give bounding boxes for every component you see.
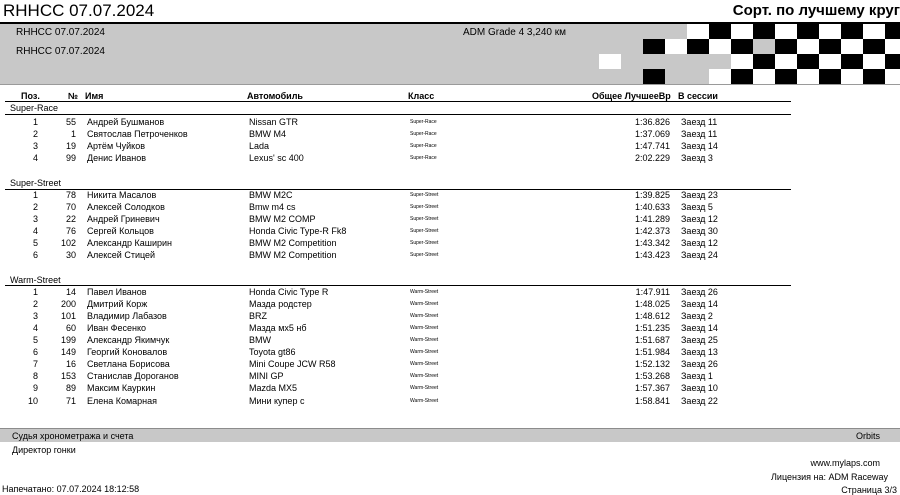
car-class: Super-Street	[410, 240, 439, 246]
position: 6	[32, 347, 38, 357]
car-class: Super-Street	[410, 216, 439, 222]
car-model: Мазда родстер	[249, 299, 312, 309]
driver-name: Александр Якимчук	[87, 335, 170, 345]
session-name: Заезд 11	[681, 129, 718, 139]
driver-name: Станислав Дороганов	[87, 371, 179, 381]
car-number: 199	[60, 335, 76, 345]
column-header-best: Общее ЛучшееВр	[592, 91, 671, 101]
car-number: 102	[60, 238, 76, 248]
session-name: Заезд 14	[681, 323, 718, 333]
car-class: Warm-Street	[410, 313, 439, 319]
best-lap-time: 1:57.367	[634, 383, 670, 393]
car-class: Super-Race	[410, 119, 437, 125]
driver-name: Дмитрий Корж	[87, 299, 148, 309]
best-lap-time: 1:43.342	[634, 238, 670, 248]
track-info: ADM Grade 4 3,240 км	[463, 27, 566, 38]
session-name: Заезд 25	[681, 335, 718, 345]
session-name: Заезд 5	[681, 202, 713, 212]
car-model: Lada	[249, 141, 270, 151]
best-lap-time: 1:47.741	[634, 141, 670, 151]
column-header-session: В сессии	[678, 91, 718, 101]
flag-square	[643, 69, 665, 84]
header-rule	[0, 84, 900, 85]
license-info: Лицензия на: ADM Raceway	[771, 472, 888, 482]
car-model: BMW	[249, 335, 271, 345]
position: 1	[32, 117, 38, 127]
results-row	[0, 286, 900, 298]
position: 2	[32, 202, 38, 212]
car-model: BMW M2 Competition	[249, 238, 337, 248]
results-row	[0, 225, 900, 237]
position: 2	[32, 299, 38, 309]
flag-square	[665, 39, 687, 54]
best-lap-time: 1:52.132	[634, 359, 670, 369]
session-name: Заезд 1	[681, 371, 713, 381]
car-number: 1	[70, 129, 76, 139]
flag-square	[819, 69, 841, 84]
report-title: RHHCC 07.07.2024	[3, 1, 155, 20]
class-title: Super-Street	[10, 178, 62, 188]
position: 5	[32, 238, 38, 248]
session-name: Заезд 26	[681, 287, 718, 297]
flag-square	[687, 24, 709, 39]
event-name-line2: RHHCC 07.07.2024	[16, 46, 105, 57]
car-number: 78	[65, 190, 76, 200]
class-title: Super-Race	[10, 103, 59, 113]
position: 3	[32, 214, 38, 224]
session-name: Заезд 30	[681, 226, 718, 236]
best-lap-time: 1:48.612	[634, 311, 670, 321]
session-name: Заезд 14	[681, 299, 718, 309]
results-row	[0, 152, 900, 164]
flag-square	[841, 24, 863, 39]
car-class: Super-Street	[410, 228, 439, 234]
flag-square	[687, 39, 709, 54]
best-lap-time: 1:53.268	[634, 371, 670, 381]
car-class: Super-Race	[410, 131, 437, 137]
position: 3	[32, 141, 38, 151]
position: 8	[32, 371, 38, 381]
flag-square	[885, 54, 900, 69]
results-row	[0, 140, 900, 152]
position: 1	[32, 190, 38, 200]
timekeeper-label: Судья хронометража и счета	[12, 431, 134, 441]
results-row	[0, 358, 900, 370]
session-name: Заезд 12	[681, 214, 718, 224]
results-row	[0, 346, 900, 358]
driver-name: Денис Иванов	[87, 153, 147, 163]
flag-square	[841, 54, 863, 69]
car-model: MINI GP	[249, 371, 284, 381]
position: 4	[32, 226, 38, 236]
results-row	[0, 370, 900, 382]
results-row	[0, 298, 900, 310]
car-model: Lexus' sc 400	[249, 153, 304, 163]
flag-square	[731, 24, 753, 39]
results-row	[0, 237, 900, 249]
printed-timestamp: Напечатано: 07.07.2024 18:12:58	[2, 484, 140, 494]
car-number: 19	[65, 141, 76, 151]
session-name: Заезд 2	[681, 311, 713, 321]
car-number: 153	[60, 371, 76, 381]
car-model: BRZ	[249, 311, 267, 321]
flag-square	[819, 24, 841, 39]
column-header-car: Автомобиль	[247, 91, 303, 101]
car-number: 76	[65, 226, 76, 236]
driver-name: Никита Масалов	[87, 190, 157, 200]
car-number: 99	[65, 153, 76, 163]
car-model: BMW M2C	[249, 190, 293, 200]
results-row	[0, 395, 900, 407]
flag-square	[709, 39, 731, 54]
best-lap-time: 1:48.025	[634, 299, 670, 309]
car-number: 101	[60, 311, 76, 321]
flag-square	[731, 39, 753, 54]
best-lap-time: 1:51.984	[634, 347, 670, 357]
car-model: Мазда мх5 нб	[249, 323, 307, 333]
best-lap-time: 1:42.373	[634, 226, 670, 236]
flag-square	[731, 54, 753, 69]
car-model: BMW M2 COMP	[249, 214, 316, 224]
session-name: Заезд 22	[681, 396, 718, 406]
driver-name: Алексей Стицей	[87, 250, 156, 260]
session-name: Заезд 11	[681, 117, 718, 127]
session-name: Заезд 10	[681, 383, 718, 393]
car-class: Warm-Street	[410, 325, 439, 331]
best-lap-time: 1:51.687	[634, 335, 670, 345]
car-model: BMW M2 Competition	[249, 250, 337, 260]
session-name: Заезд 13	[681, 347, 718, 357]
best-lap-time: 1:43.423	[634, 250, 670, 260]
car-number: 60	[65, 323, 76, 333]
column-header-num: №	[68, 91, 79, 101]
flag-square	[775, 54, 797, 69]
car-number: 30	[65, 250, 76, 260]
results-row	[0, 334, 900, 346]
flag-square	[841, 69, 863, 84]
flag-square	[863, 24, 885, 39]
flag-square	[885, 39, 900, 54]
flag-square	[775, 24, 797, 39]
flag-square	[819, 54, 841, 69]
position: 6	[32, 250, 38, 260]
driver-name: Артём Чуйков	[87, 141, 145, 151]
driver-name: Светлана Борисова	[87, 359, 170, 369]
car-number: 22	[65, 214, 76, 224]
flag-square	[753, 69, 775, 84]
driver-name: Иван Фесенко	[87, 323, 146, 333]
flag-square	[797, 24, 819, 39]
header-band	[0, 24, 900, 84]
event-name-line1: RHHCC 07.07.2024	[16, 27, 105, 38]
car-model: Toyota gt86	[249, 347, 296, 357]
car-number: 55	[65, 117, 76, 127]
race-director-label: Директор гонки	[12, 445, 76, 455]
position: 5	[32, 335, 38, 345]
sort-label: Сорт. по лучшему круг	[732, 2, 900, 19]
best-lap-time: 2:02.229	[634, 153, 670, 163]
results-row	[0, 189, 900, 201]
car-model: Bmw m4 cs	[249, 202, 296, 212]
driver-name: Андрей Гриневич	[87, 214, 160, 224]
flag-square	[819, 39, 841, 54]
driver-name: Святослав Петроченков	[87, 129, 188, 139]
column-header-pos: Поз.	[21, 91, 40, 101]
position: 7	[32, 359, 38, 369]
car-class: Warm-Street	[410, 337, 439, 343]
orbits-brand: Orbits	[855, 431, 880, 441]
results-row	[0, 382, 900, 394]
session-name: Заезд 14	[681, 141, 718, 151]
flag-square	[885, 24, 900, 39]
flag-square	[797, 69, 819, 84]
flag-square	[885, 69, 900, 84]
driver-name: Георгий Коновалов	[87, 347, 168, 357]
column-header-rule	[5, 101, 791, 102]
best-lap-time: 1:41.289	[634, 214, 670, 224]
column-header-class: Класс	[408, 91, 435, 101]
footer-band	[0, 428, 900, 442]
best-lap-time: 1:39.825	[634, 190, 670, 200]
car-class: Warm-Street	[410, 398, 439, 404]
flag-square	[709, 24, 731, 39]
flag-square	[775, 39, 797, 54]
car-number: 200	[60, 299, 76, 309]
driver-name: Андрей Бушманов	[87, 117, 165, 127]
car-class: Super-Street	[410, 204, 439, 210]
car-number: 14	[65, 287, 76, 297]
car-number: 149	[60, 347, 76, 357]
car-model: Nissan GTR	[249, 117, 299, 127]
position: 2	[32, 129, 38, 139]
flag-square	[599, 54, 621, 69]
column-header-name: Имя	[85, 91, 104, 101]
driver-name: Александр Каширин	[87, 238, 173, 248]
page-number: Страница 3/3	[841, 485, 897, 495]
flag-square	[797, 39, 819, 54]
checkered-flag-graphic	[577, 24, 900, 84]
session-name: Заезд 24	[681, 250, 718, 260]
car-number: 16	[65, 359, 76, 369]
flag-square	[643, 39, 665, 54]
session-name: Заезд 12	[681, 238, 718, 248]
flag-square	[731, 69, 753, 84]
car-class: Warm-Street	[410, 349, 439, 355]
position: 10	[27, 396, 38, 406]
car-model: Honda Civic Type-R Fk8	[249, 226, 347, 236]
driver-name: Елена Комарная	[87, 396, 158, 406]
session-name: Заезд 23	[681, 190, 718, 200]
best-lap-time: 1:36.826	[634, 117, 670, 127]
car-class: Super-Street	[410, 252, 439, 258]
flag-square	[709, 69, 731, 84]
best-lap-time: 1:37.069	[634, 129, 670, 139]
position: 4	[32, 153, 38, 163]
car-class: Warm-Street	[410, 385, 439, 391]
car-class: Warm-Street	[410, 289, 439, 295]
results-row	[0, 322, 900, 334]
class-rule	[5, 114, 791, 115]
best-lap-time: 1:40.633	[634, 202, 670, 212]
flag-square	[841, 39, 863, 54]
best-lap-time: 1:58.841	[634, 396, 670, 406]
results-row	[0, 116, 900, 128]
car-class: Super-Race	[410, 155, 437, 161]
position: 4	[32, 323, 38, 333]
results-row	[0, 128, 900, 140]
best-lap-time: 1:47.911	[635, 287, 670, 297]
car-class: Super-Street	[410, 192, 439, 198]
position: 1	[32, 287, 38, 297]
car-class: Warm-Street	[410, 301, 439, 307]
flag-square	[863, 39, 885, 54]
driver-name: Владимир Лабазов	[87, 311, 167, 321]
results-row	[0, 310, 900, 322]
car-number: 89	[65, 383, 76, 393]
driver-name: Максим Кауркин	[87, 383, 156, 393]
driver-name: Павел Иванов	[87, 287, 147, 297]
car-number: 70	[65, 202, 76, 212]
car-model: Мини купер с	[249, 396, 305, 406]
website-link[interactable]: www.mylaps.com	[810, 458, 880, 468]
car-model: Mazda MX5	[249, 383, 298, 393]
results-row	[0, 249, 900, 261]
car-model: Mini Coupe JCW R58	[249, 359, 336, 369]
flag-square	[863, 54, 885, 69]
class-title: Warm-Street	[10, 275, 61, 285]
car-class: Warm-Street	[410, 373, 439, 379]
driver-name: Сергей Кольцов	[87, 226, 154, 236]
car-model: Honda Civic Type R	[249, 287, 329, 297]
flag-square	[863, 69, 885, 84]
best-lap-time: 1:51.235	[634, 323, 670, 333]
car-class: Warm-Street	[410, 361, 439, 367]
results-row	[0, 213, 900, 225]
results-row	[0, 201, 900, 213]
session-name: Заезд 3	[681, 153, 713, 163]
session-name: Заезд 26	[681, 359, 718, 369]
position: 9	[32, 383, 38, 393]
driver-name: Алексей Солодков	[87, 202, 165, 212]
flag-square	[753, 54, 775, 69]
flag-square	[775, 69, 797, 84]
position: 3	[32, 311, 38, 321]
flag-square	[797, 54, 819, 69]
flag-square	[753, 24, 775, 39]
car-model: BMW M4	[249, 129, 286, 139]
car-class: Super-Race	[410, 143, 437, 149]
car-number: 71	[65, 396, 76, 406]
